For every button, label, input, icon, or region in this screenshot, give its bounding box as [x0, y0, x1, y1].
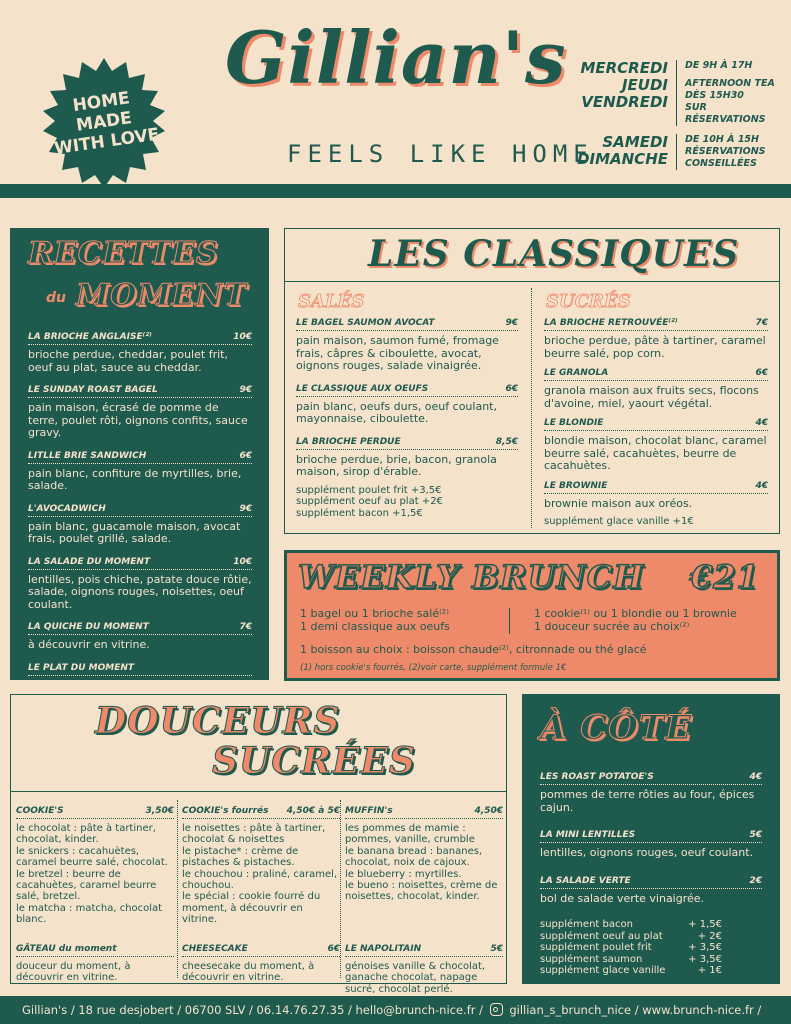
footer-contact: Gillian's / 18 rue desjobert / 06700 SLV / 06.14.76.27.35 / hello@brunch-nice.fr /: [22, 1003, 484, 1017]
sucres-title: SUCRÉS: [546, 291, 631, 312]
item-desc: cheesecake du moment, à découvrir en vitrine.: [182, 961, 315, 984]
item-price: 5€: [749, 830, 762, 840]
hours-days-weekend: [560, 134, 668, 168]
classiques-divider: [531, 288, 532, 528]
hours-line: DE 10H À 15H: [685, 134, 759, 145]
item-desc: granola maison aux fruits secs, flocons d'avoine, miel, yaourt végétal.: [544, 384, 759, 410]
item-price: 10€: [233, 556, 252, 567]
menu-item: [28, 332, 252, 374]
hours-line: RÉSERVATIONS: [685, 146, 766, 157]
item-name: L'AVOCADWICH: [28, 503, 106, 514]
item-desc: pain maison, écrasé de pomme de terre, poulet rôti, oignons confits, sauce gravy.: [28, 401, 248, 439]
item-price: 6€: [505, 383, 518, 394]
acote-list: [540, 772, 762, 977]
item-name: LA BRIOCHE RETROUVÉE⁽²⁾: [544, 318, 678, 328]
menu-item: [544, 318, 768, 360]
brunch-divider: [509, 608, 510, 634]
item-name: MUFFIN's: [345, 806, 393, 816]
menu-item: [296, 318, 518, 373]
item-desc: douceur du moment, à découvrir en vitrine.: [16, 961, 131, 984]
website-link[interactable]: / www.brunch-nice.fr /: [634, 1003, 762, 1017]
item-name: LE GRANOLA: [544, 368, 609, 378]
day: JEUDI: [621, 76, 668, 94]
classiques-title: LES CLASSIQUES: [368, 233, 740, 275]
douceurs-column-muffins: [345, 806, 503, 1006]
item-name: LA BRIOCHE PERDUE: [296, 436, 401, 447]
supplement-line: [540, 965, 762, 977]
brunch-option: 1 cookie⁽¹⁾ ou 1 blondie ou 1 brownie: [534, 607, 737, 620]
badge-text: HOME MADE WITH LOVE: [53, 88, 161, 160]
supplement-line: supplément bacon +1,5€: [296, 507, 423, 519]
supplement-label: supplément oeuf au plat: [540, 930, 663, 942]
supplement-price: + 2€: [697, 930, 722, 942]
item-desc: bol de salade verte vinaigrée.: [540, 891, 705, 905]
item-desc: brioche perdue, pâte à tartiner, caramel beurre salé, pop corn.: [544, 334, 766, 360]
item-price: 6€: [327, 944, 340, 954]
item-price: 9€: [239, 503, 252, 514]
item-price: 9€: [239, 385, 252, 395]
logo: Gillian's: [225, 15, 567, 100]
item-price: 4€: [749, 772, 762, 782]
item-name: LA SALADE DU MOMENT: [28, 556, 151, 567]
menu-item: [544, 481, 768, 511]
item-name: COOKIE's fourrés: [182, 806, 269, 816]
supplement-line: [540, 954, 762, 966]
item-name: CHEESECAKE: [182, 944, 248, 954]
tagline: FEELS LIKE HOME: [287, 140, 594, 168]
item-desc: à découvrir en vitrine.: [28, 638, 150, 651]
menu-item: [28, 663, 252, 693]
recettes-title-moment: MOMENT: [76, 278, 248, 313]
item-desc: pommes de terre rôties au four, épices cajun.: [540, 788, 755, 814]
menu-item: [540, 876, 762, 906]
sales-title: SALÉS: [298, 291, 365, 312]
hours-info-week: [676, 60, 781, 126]
instagram-handle[interactable]: gillian_s_brunch_nice: [509, 1003, 632, 1017]
column-divider: [340, 800, 341, 978]
item-price: 10€: [233, 332, 252, 342]
item-desc: le noisettes : pâte à tartiner, chocolat & noisettes le pistache* : crème de pistaches & pistaches. le chouchou : praliné, caramel, chouchou. le spécial : cookie fourré du moment, à découvrir en vitrine.: [182, 823, 338, 926]
item-name: COOKIE'S: [16, 806, 64, 816]
item-desc: brioche perdue, cheddar, poulet frit, oeuf au plat, sauce au cheddar.: [28, 348, 228, 374]
supplement-price: + 1€: [697, 965, 722, 976]
supplement-label: supplément glace vanille: [540, 965, 666, 976]
supplement-price: + 3,5€: [688, 953, 722, 965]
sales-list: [296, 318, 518, 519]
item-desc: pain blanc, confiture de myrtilles, brie, salade.: [28, 466, 242, 492]
item-name: LITLLE BRIE SANDWICH: [28, 450, 147, 461]
item-price: 5€: [490, 944, 503, 954]
douceurs-column-cookies: [16, 806, 174, 995]
hours-line: DE 9H À 17H: [685, 60, 753, 71]
item-desc: pain blanc, guacamole maison, avocat frais, poulet grillé, salade.: [28, 519, 241, 545]
footer: [0, 996, 791, 1024]
supplement-label: supplément saumon: [540, 953, 643, 965]
item-desc: blondie maison, chocolat blanc, caramel beurre salé, cacahuètes, beurre de cacahuètes.: [544, 434, 767, 472]
item-desc: lentilles, oignons rouges, oeuf coulant.: [540, 846, 754, 859]
supplement-price: + 3,5€: [688, 942, 722, 953]
brunch-left: [300, 607, 506, 633]
sucres-list: [544, 318, 768, 528]
hours-info-weekend: [676, 134, 781, 170]
douceurs-title: DOUCEURS: [95, 700, 341, 742]
item-price: 4€: [755, 480, 768, 491]
item-price: 9€: [505, 318, 518, 328]
brunch-option: 1 douceur sucrée au choix⁽²⁾: [534, 620, 690, 633]
brunch-drink: 1 boisson au choix : boisson chaude⁽²⁾, citronnade ou thé glacé: [300, 643, 647, 656]
menu-item: [544, 368, 768, 410]
item-name: LE BROWNIE: [544, 480, 608, 491]
item-price: 4,50€ à 5€: [286, 806, 340, 816]
menu-item: [28, 504, 252, 546]
item-desc: les pommes de mamie : pommes, vanille, crumble le banana bread : bananes, chocolat, noix de cajoux. le blueberry : myrtilles. le bueno : noisettes, crème de noisettes, chocolat, kinder.: [345, 823, 498, 903]
item-name: LE PLAT DU MOMENT: [28, 662, 135, 673]
day: VENDREDI: [581, 93, 668, 111]
column-divider: [177, 800, 178, 978]
menu-item: [28, 451, 252, 493]
menu-item: [540, 830, 762, 860]
item-name: LE BLONDIE: [544, 418, 604, 428]
menu-item: [28, 557, 252, 612]
item-name: LE BAGEL SAUMON AVOCAT: [296, 318, 435, 328]
item-desc: à découvrir en vitrine.: [28, 678, 150, 692]
item-desc: le chocolat : pâte à tartiner, chocolat, kinder. le snickers : cacahuètes, caramel beurre salé, chocolat. le bretzel : beurre de cacahuètes, caramel beurre salé, bretzel. le matcha : matcha, chocolat blanc.: [16, 823, 168, 926]
item-name: LA MINI LENTILLES: [540, 830, 636, 840]
day: SAMEDI: [602, 133, 668, 151]
brunch-title: WEEKLY BRUNCH: [298, 558, 645, 596]
brunch-price: €21: [690, 558, 760, 596]
menu-item: [540, 772, 762, 814]
menu-item: [28, 622, 252, 652]
douceurs-column-fourres: [182, 806, 340, 995]
item-desc: pain maison, saumon fumé, fromage frais, câpres & ciboulette, avocat, oignons rouges, salade vinaigrée.: [296, 334, 499, 372]
supplement-line: [540, 942, 762, 954]
recettes-du: du: [46, 290, 66, 306]
hours-days-week: [560, 60, 668, 111]
menu-item: [296, 437, 518, 479]
supplement-label: supplément bacon: [540, 919, 633, 930]
supplement-price: + 1,5€: [688, 919, 722, 930]
hours-line: AFTERNOON TEA: [685, 78, 775, 89]
header-band: [0, 184, 791, 198]
item-price: 7€: [239, 622, 252, 632]
supplement-line: [540, 919, 762, 931]
supplement-line: supplément glace vanille +1€: [544, 516, 694, 527]
item-price: 6€: [755, 368, 768, 378]
brunch-option: 1 bagel ou 1 brioche salé⁽²⁾: [300, 607, 449, 620]
supplement-line: supplément poulet frit +3,5€: [296, 484, 442, 496]
supplement-line: supplément oeuf au plat +2€: [296, 496, 443, 507]
item-price: 8,5€: [495, 436, 518, 447]
item-name: LE CLASSIQUE AUX OEUFS: [296, 383, 429, 394]
item-name: LE SUNDAY ROAST BAGEL: [28, 385, 158, 395]
item-price: 4,50€: [474, 806, 503, 816]
item-price: 2€: [749, 875, 762, 886]
day: MERCREDI: [580, 59, 668, 77]
item-price: 3,50€: [145, 806, 174, 816]
hours-line: SUR RÉSERVATIONS: [685, 102, 766, 125]
brunch-note: (1) hors cookie's fourrés, (2)voir carte, supplément formule 1€: [300, 663, 567, 673]
supplement-label: supplément poulet frit: [540, 942, 652, 953]
menu-item: [544, 418, 768, 473]
recettes-list: [28, 332, 252, 703]
douceurs-title-sucrees: SUCRÉES: [212, 740, 416, 782]
item-price: 6€: [239, 450, 252, 461]
menu-item: [28, 385, 252, 440]
item-name: LA BRIOCHE ANGLAISE⁽²⁾: [28, 332, 152, 342]
acote-title: À CÔTÉ: [540, 708, 693, 748]
item-name: GÂTEAU du moment: [16, 944, 117, 954]
item-desc: lentilles, pois chiche, patate douce rôtie, salade, oignons rouges, noisettes, oeuf coulant.: [28, 572, 252, 611]
instagram-icon[interactable]: [490, 1003, 503, 1016]
item-desc: brownie maison aux oréos.: [544, 496, 693, 510]
item-name: LA QUICHE DU MOMENT: [28, 622, 149, 632]
item-name: LA SALADE VERTE: [540, 875, 631, 886]
day: DIMANCHE: [577, 150, 668, 168]
item-price: 4€: [755, 418, 768, 428]
item-name: LES ROAST POTATOE'S: [540, 772, 654, 782]
item-desc: génoises vanille & chocolat, ganache chocolat, napage sucré, chocolat perlé.: [345, 961, 486, 995]
recettes-title: RECETTES: [28, 236, 219, 271]
hours-line: DÈS 15H30: [685, 90, 744, 101]
supplement-line: [540, 931, 762, 943]
hours-line: CONSEILLÉES: [685, 158, 757, 169]
item-price: 7€: [755, 318, 768, 328]
item-desc: brioche perdue, brie, bacon, granola maison, sirop d'érable.: [296, 452, 497, 478]
brunch-right: [534, 607, 774, 633]
menu-item: [296, 384, 518, 426]
brunch-option: 1 demi classique aux oeufs: [300, 620, 450, 633]
item-desc: pain blanc, oeufs durs, oeuf coulant, mayonnaise, ciboulette.: [296, 399, 497, 425]
item-name: LE NAPOLITAIN: [345, 944, 422, 954]
